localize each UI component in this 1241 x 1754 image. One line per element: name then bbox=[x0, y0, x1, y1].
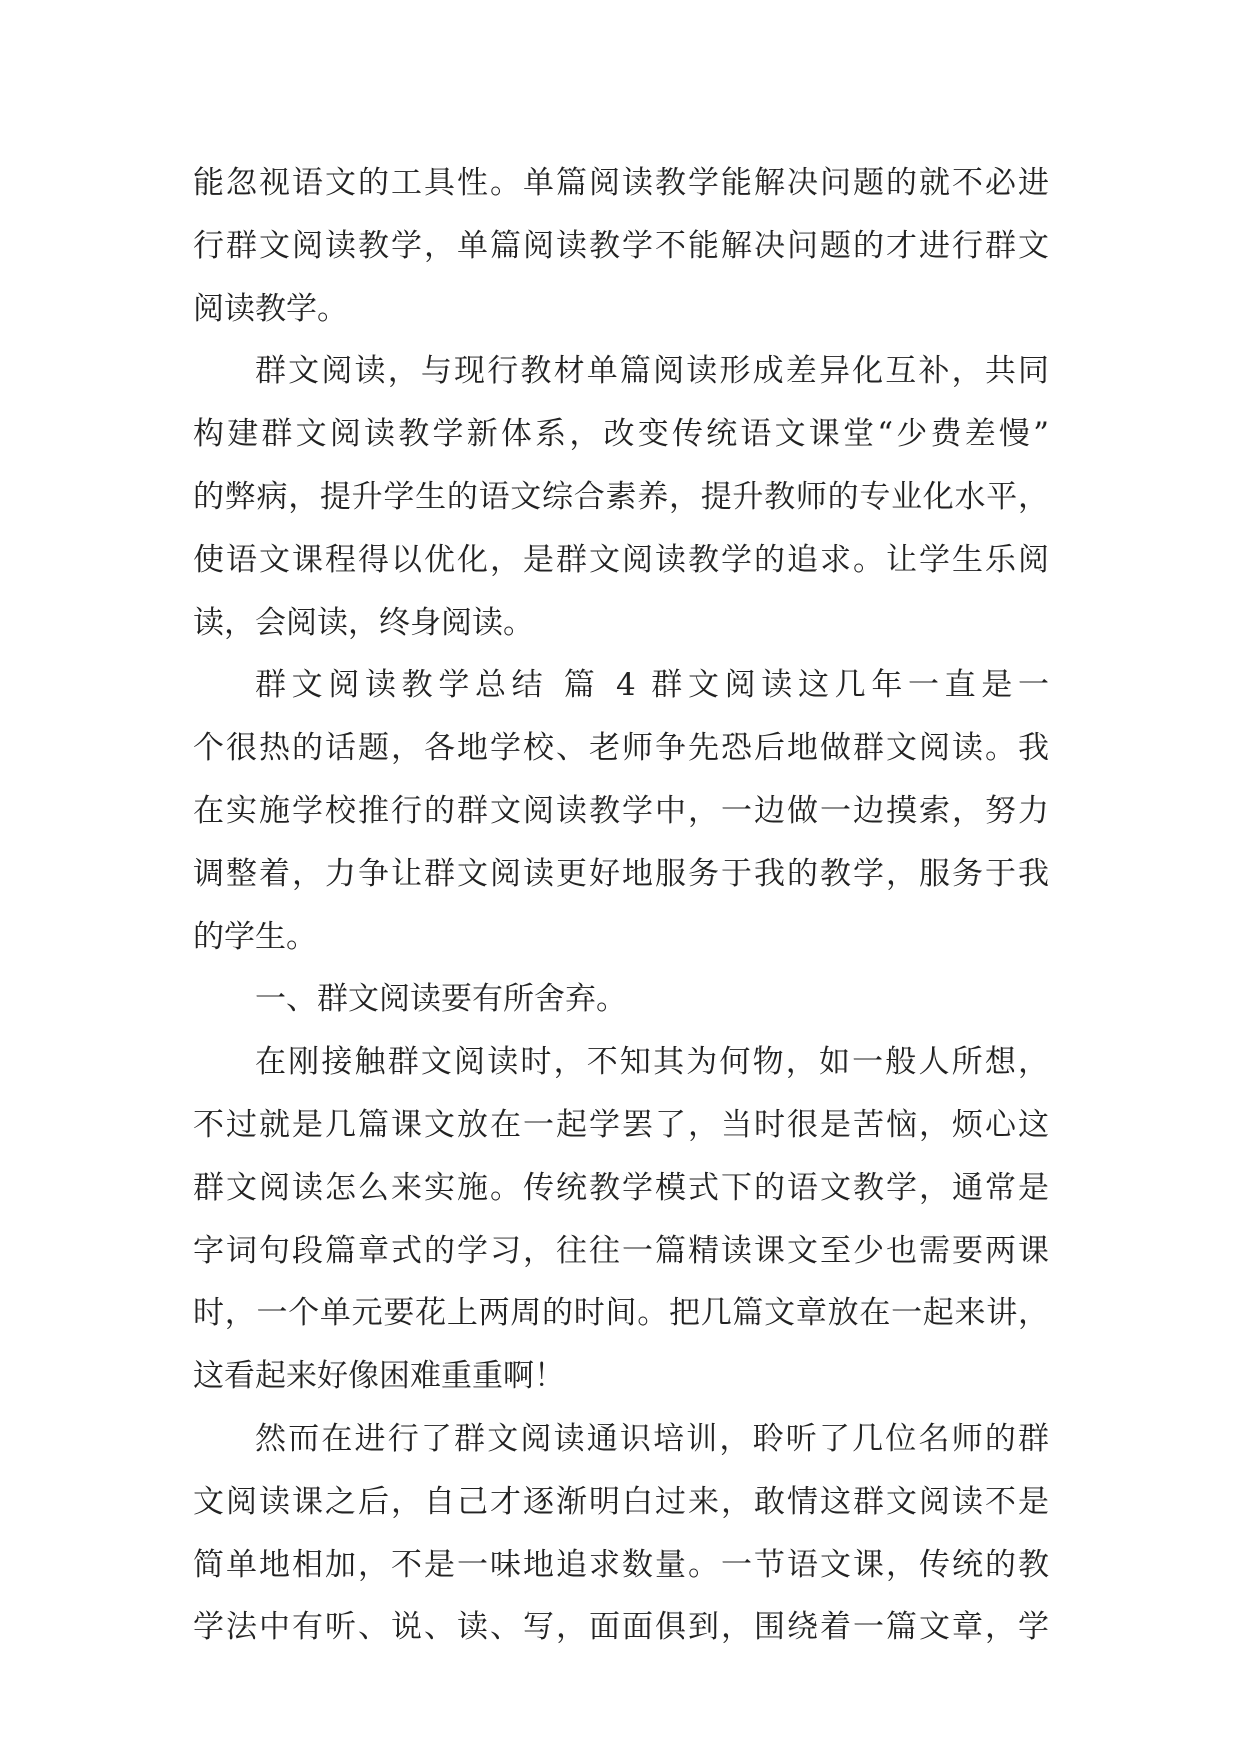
text-line: 简单地相加，不是一味地追求数量。一节语文课，传统的教 bbox=[193, 1546, 1049, 1583]
text-line: 构建群文阅读教学新体系，改变传统语文课堂“少费差慢” bbox=[193, 416, 1049, 453]
document-body bbox=[193, 152, 1049, 1659]
section-heading-line: 群文阅读教学总结 篇 4 群文阅读这几年一直是一 bbox=[255, 667, 1049, 704]
text-line: 个很热的话题，各地学校、老师争先恐后地做群文阅读。我 bbox=[193, 730, 1049, 767]
text-line: 文阅读课之后，自己才逐渐明白过来，敢情这群文阅读不是 bbox=[193, 1483, 1049, 1520]
paragraph-first-line: 群文阅读，与现行教材单篇阅读形成差异化互补，共同 bbox=[255, 353, 1049, 390]
paragraph-first-line: 在刚接触群文阅读时，不知其为何物，如一般人所想， bbox=[255, 1044, 1049, 1081]
text-line: 能忽视语文的工具性。单篇阅读教学能解决问题的就不必进 bbox=[193, 165, 1049, 201]
text-line: 阅读教学。 bbox=[193, 290, 348, 327]
text-line: 时，一个单元要花上两周的时间。把几篇文章放在一起来讲， bbox=[193, 1295, 1049, 1332]
subheading-line: 一、群文阅读要有所舍弃。 bbox=[255, 981, 627, 1018]
text-line: 学法中有听、说、读、写，面面俱到，围绕着一篇文章，学 bbox=[193, 1609, 1049, 1646]
text-line: 使语文课程得以优化，是群文阅读教学的追求。让学生乐阅 bbox=[193, 541, 1049, 578]
text-line: 的弊病，提升学生的语文综合素养，提升教师的专业化水平， bbox=[193, 478, 1049, 515]
text-line: 在实施学校推行的群文阅读教学中，一边做一边摸索，努力 bbox=[193, 792, 1049, 829]
text-line: 不过就是几篇课文放在一起学罢了，当时很是苦恼，烦心这 bbox=[193, 1106, 1049, 1143]
text-line: 字词句段篇章式的学习，往往一篇精读课文至少也需要两课 bbox=[193, 1232, 1049, 1269]
text-line: 这看起来好像困难重重啊！ bbox=[193, 1358, 565, 1395]
text-line: 群文阅读怎么来实施。传统教学模式下的语文教学，通常是 bbox=[193, 1169, 1049, 1206]
paragraph-first-line: 然而在进行了群文阅读通识培训，聆听了几位名师的群 bbox=[255, 1420, 1049, 1457]
text-line: 调整着，力争让群文阅读更好地服务于我的教学，服务于我 bbox=[193, 855, 1049, 892]
text-line: 的学生。 bbox=[193, 918, 317, 955]
text-line: 行群文阅读教学，单篇阅读教学不能解决问题的才进行群文 bbox=[193, 227, 1049, 264]
text-line: 读，会阅读，终身阅读。 bbox=[193, 604, 534, 641]
